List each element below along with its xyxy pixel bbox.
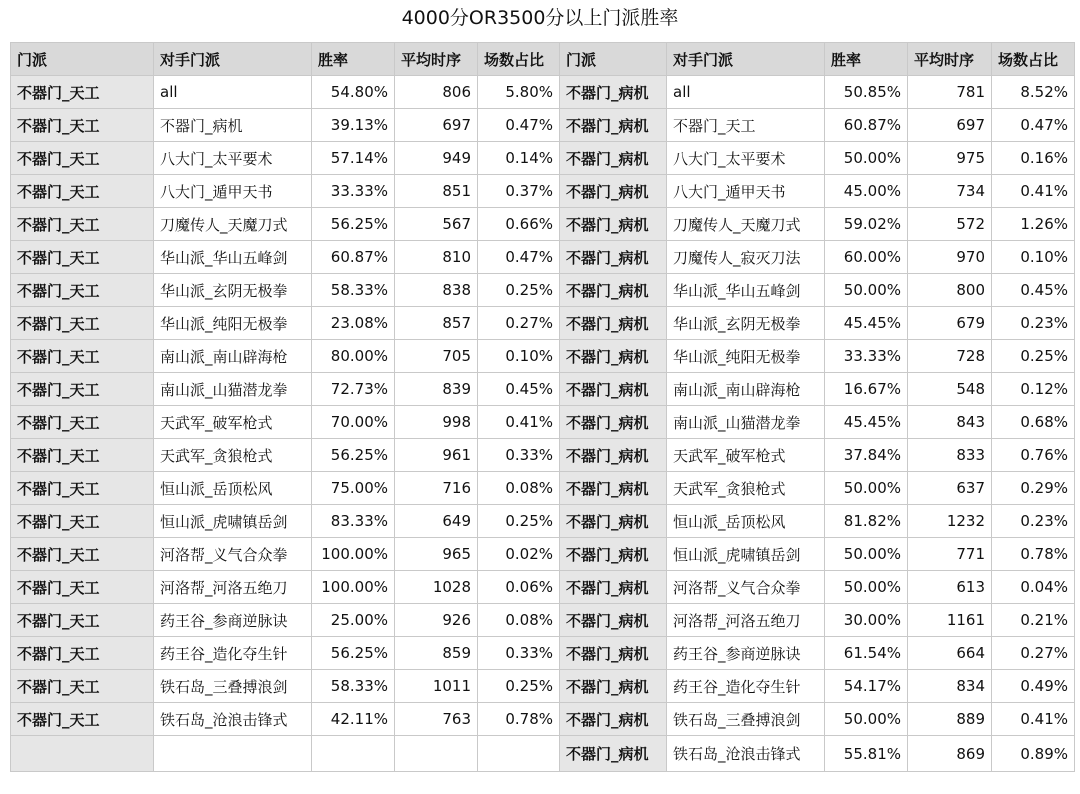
left-avg-timing-cell: 763 — [395, 703, 478, 736]
left-win-rate-cell: 25.00% — [312, 604, 395, 637]
right-win-rate-cell: 50.00% — [825, 274, 908, 307]
left-avg-timing-cell: 965 — [395, 538, 478, 571]
left-opponent-cell: 药王谷_参商逆脉诀 — [154, 604, 312, 637]
table-row — [11, 703, 1075, 736]
right-win-rate-cell: 55.81% — [825, 736, 908, 772]
header-cell: 门派 — [560, 43, 667, 76]
right-match-share-cell: 1.26% — [992, 208, 1075, 241]
left-opponent-cell — [154, 736, 312, 772]
left-win-rate-cell: 70.00% — [312, 406, 395, 439]
right-avg-timing-cell: 800 — [908, 274, 992, 307]
left-opponent-cell: 南山派_山猫潜龙拳 — [154, 373, 312, 406]
right-opponent-cell: 铁石岛_沧浪击锋式 — [667, 736, 825, 772]
right-match-share-cell: 0.04% — [992, 571, 1075, 604]
left-match-share-cell: 0.33% — [478, 637, 560, 670]
left-opponent-cell: 铁石岛_沧浪击锋式 — [154, 703, 312, 736]
left-opponent-cell: 八大门_遁甲天书 — [154, 175, 312, 208]
right-match-share-cell: 0.78% — [992, 538, 1075, 571]
right-opponent-cell: 天武军_贪狼枪式 — [667, 472, 825, 505]
left-opponent-cell: 南山派_南山辟海枪 — [154, 340, 312, 373]
right-faction-cell: 不器门_病机 — [560, 571, 667, 604]
header-cell: 平均时序 — [908, 43, 992, 76]
right-opponent-cell: 八大门_遁甲天书 — [667, 175, 825, 208]
left-win-rate-cell: 23.08% — [312, 307, 395, 340]
left-opponent-cell: 药王谷_造化夺生针 — [154, 637, 312, 670]
table-row — [11, 142, 1075, 175]
left-opponent-cell: 八大门_太平要术 — [154, 142, 312, 175]
right-opponent-cell: 恒山派_虎啸镇岳剑 — [667, 538, 825, 571]
right-faction-cell: 不器门_病机 — [560, 637, 667, 670]
table-row — [11, 307, 1075, 340]
left-avg-timing-cell: 961 — [395, 439, 478, 472]
left-faction-cell: 不器门_天工 — [11, 472, 154, 505]
table-row — [11, 109, 1075, 142]
right-avg-timing-cell: 771 — [908, 538, 992, 571]
right-win-rate-cell: 16.67% — [825, 373, 908, 406]
right-win-rate-cell: 50.00% — [825, 472, 908, 505]
left-avg-timing-cell: 998 — [395, 406, 478, 439]
header-cell: 对手门派 — [667, 43, 825, 76]
left-avg-timing-cell: 857 — [395, 307, 478, 340]
right-faction-cell: 不器门_病机 — [560, 340, 667, 373]
right-avg-timing-cell: 697 — [908, 109, 992, 142]
right-opponent-cell: 不器门_天工 — [667, 109, 825, 142]
left-opponent-cell: 天武军_贪狼枪式 — [154, 439, 312, 472]
left-win-rate-cell: 58.33% — [312, 274, 395, 307]
left-faction-cell: 不器门_天工 — [11, 109, 154, 142]
right-avg-timing-cell: 975 — [908, 142, 992, 175]
right-opponent-cell: 铁石岛_三叠搏浪剑 — [667, 703, 825, 736]
table-row — [11, 670, 1075, 703]
left-match-share-cell: 0.41% — [478, 406, 560, 439]
left-faction-cell: 不器门_天工 — [11, 604, 154, 637]
right-faction-cell: 不器门_病机 — [560, 175, 667, 208]
right-avg-timing-cell: 1232 — [908, 505, 992, 538]
right-faction-cell: 不器门_病机 — [560, 208, 667, 241]
left-match-share-cell: 0.37% — [478, 175, 560, 208]
table-row — [11, 208, 1075, 241]
left-faction-cell: 不器门_天工 — [11, 175, 154, 208]
right-win-rate-cell: 60.00% — [825, 241, 908, 274]
right-match-share-cell: 0.21% — [992, 604, 1075, 637]
right-win-rate-cell: 45.45% — [825, 307, 908, 340]
right-faction-cell: 不器门_病机 — [560, 439, 667, 472]
right-opponent-cell: 八大门_太平要术 — [667, 142, 825, 175]
right-avg-timing-cell: 833 — [908, 439, 992, 472]
left-match-share-cell: 5.80% — [478, 76, 560, 109]
table-body — [11, 76, 1075, 772]
left-win-rate-cell: 100.00% — [312, 538, 395, 571]
left-match-share-cell: 0.47% — [478, 109, 560, 142]
table-row — [11, 340, 1075, 373]
right-avg-timing-cell: 834 — [908, 670, 992, 703]
table-row — [11, 538, 1075, 571]
right-win-rate-cell: 45.00% — [825, 175, 908, 208]
right-opponent-cell: 华山派_玄阴无极拳 — [667, 307, 825, 340]
left-opponent-cell: 恒山派_虎啸镇岳剑 — [154, 505, 312, 538]
left-win-rate-cell: 56.25% — [312, 208, 395, 241]
table-row — [11, 373, 1075, 406]
left-win-rate-cell: 39.13% — [312, 109, 395, 142]
left-win-rate-cell: 54.80% — [312, 76, 395, 109]
right-match-share-cell: 0.23% — [992, 307, 1075, 340]
right-faction-cell: 不器门_病机 — [560, 604, 667, 637]
left-win-rate-cell: 75.00% — [312, 472, 395, 505]
right-opponent-cell: 药王谷_造化夺生针 — [667, 670, 825, 703]
left-match-share-cell: 0.25% — [478, 670, 560, 703]
right-win-rate-cell: 50.00% — [825, 571, 908, 604]
right-match-share-cell: 0.45% — [992, 274, 1075, 307]
table-row — [11, 472, 1075, 505]
right-faction-cell: 不器门_病机 — [560, 274, 667, 307]
left-match-share-cell: 0.06% — [478, 571, 560, 604]
header-cell: 场数占比 — [478, 43, 560, 76]
left-match-share-cell: 0.78% — [478, 703, 560, 736]
right-avg-timing-cell: 679 — [908, 307, 992, 340]
right-opponent-cell: 刀魔传人_寂灭刀法 — [667, 241, 825, 274]
right-opponent-cell: 天武军_破军枪式 — [667, 439, 825, 472]
right-faction-cell: 不器门_病机 — [560, 736, 667, 772]
left-avg-timing-cell: 705 — [395, 340, 478, 373]
left-avg-timing-cell: 1011 — [395, 670, 478, 703]
right-opponent-cell: 南山派_南山辟海枪 — [667, 373, 825, 406]
right-match-share-cell: 0.25% — [992, 340, 1075, 373]
left-match-share-cell: 0.02% — [478, 538, 560, 571]
header-cell: 场数占比 — [992, 43, 1075, 76]
right-opponent-cell: 南山派_山猫潜龙拳 — [667, 406, 825, 439]
right-avg-timing-cell: 781 — [908, 76, 992, 109]
win-rate-table — [10, 42, 1075, 772]
right-faction-cell: 不器门_病机 — [560, 142, 667, 175]
right-win-rate-cell: 59.02% — [825, 208, 908, 241]
right-avg-timing-cell: 664 — [908, 637, 992, 670]
left-faction-cell: 不器门_天工 — [11, 76, 154, 109]
left-avg-timing-cell: 697 — [395, 109, 478, 142]
left-win-rate-cell: 80.00% — [312, 340, 395, 373]
left-avg-timing-cell: 949 — [395, 142, 478, 175]
left-match-share-cell: 0.08% — [478, 472, 560, 505]
right-opponent-cell: all — [667, 76, 825, 109]
left-faction-cell: 不器门_天工 — [11, 373, 154, 406]
left-avg-timing-cell: 567 — [395, 208, 478, 241]
left-win-rate-cell: 57.14% — [312, 142, 395, 175]
left-match-share-cell: 0.08% — [478, 604, 560, 637]
header-cell: 胜率 — [312, 43, 395, 76]
right-opponent-cell: 刀魔传人_天魔刀式 — [667, 208, 825, 241]
left-faction-cell: 不器门_天工 — [11, 208, 154, 241]
left-avg-timing-cell: 838 — [395, 274, 478, 307]
left-opponent-cell: 天武军_破军枪式 — [154, 406, 312, 439]
left-faction-cell: 不器门_天工 — [11, 274, 154, 307]
left-match-share-cell — [478, 736, 560, 772]
right-match-share-cell: 0.27% — [992, 637, 1075, 670]
left-avg-timing-cell: 1028 — [395, 571, 478, 604]
right-faction-cell: 不器门_病机 — [560, 472, 667, 505]
right-win-rate-cell: 60.87% — [825, 109, 908, 142]
header-cell: 平均时序 — [395, 43, 478, 76]
right-avg-timing-cell: 869 — [908, 736, 992, 772]
right-avg-timing-cell: 970 — [908, 241, 992, 274]
left-match-share-cell: 0.25% — [478, 274, 560, 307]
left-avg-timing-cell: 649 — [395, 505, 478, 538]
left-avg-timing-cell: 851 — [395, 175, 478, 208]
left-avg-timing-cell: 859 — [395, 637, 478, 670]
table-row — [11, 76, 1075, 109]
left-match-share-cell: 0.33% — [478, 439, 560, 472]
right-avg-timing-cell: 572 — [908, 208, 992, 241]
left-opponent-cell: 不器门_病机 — [154, 109, 312, 142]
page-title: 4000分OR3500分以上门派胜率 — [401, 7, 679, 29]
table-row — [11, 637, 1075, 670]
right-faction-cell: 不器门_病机 — [560, 670, 667, 703]
right-opponent-cell: 恒山派_岳顶松风 — [667, 505, 825, 538]
left-faction-cell: 不器门_天工 — [11, 571, 154, 604]
right-win-rate-cell: 30.00% — [825, 604, 908, 637]
left-opponent-cell: 恒山派_岳顶松风 — [154, 472, 312, 505]
left-match-share-cell: 0.45% — [478, 373, 560, 406]
left-match-share-cell: 0.25% — [478, 505, 560, 538]
left-faction-cell — [11, 736, 154, 772]
right-faction-cell: 不器门_病机 — [560, 241, 667, 274]
right-avg-timing-cell: 728 — [908, 340, 992, 373]
right-opponent-cell: 华山派_纯阳无极拳 — [667, 340, 825, 373]
left-avg-timing-cell — [395, 736, 478, 772]
right-opponent-cell: 河洛帮_河洛五绝刀 — [667, 604, 825, 637]
left-opponent-cell: 华山派_纯阳无极拳 — [154, 307, 312, 340]
table-row — [11, 439, 1075, 472]
left-win-rate-cell — [312, 736, 395, 772]
header-cell: 对手门派 — [154, 43, 312, 76]
right-faction-cell: 不器门_病机 — [560, 406, 667, 439]
right-win-rate-cell: 50.00% — [825, 703, 908, 736]
left-win-rate-cell: 83.33% — [312, 505, 395, 538]
table-row — [11, 571, 1075, 604]
left-match-share-cell: 0.14% — [478, 142, 560, 175]
left-faction-cell: 不器门_天工 — [11, 505, 154, 538]
right-match-share-cell: 0.41% — [992, 703, 1075, 736]
right-win-rate-cell: 81.82% — [825, 505, 908, 538]
left-win-rate-cell: 56.25% — [312, 439, 395, 472]
right-win-rate-cell: 54.17% — [825, 670, 908, 703]
left-win-rate-cell: 100.00% — [312, 571, 395, 604]
right-avg-timing-cell: 734 — [908, 175, 992, 208]
right-avg-timing-cell: 889 — [908, 703, 992, 736]
header-cell: 门派 — [11, 43, 154, 76]
left-faction-cell: 不器门_天工 — [11, 307, 154, 340]
table-row — [11, 736, 1075, 772]
left-win-rate-cell: 58.33% — [312, 670, 395, 703]
right-match-share-cell: 0.41% — [992, 175, 1075, 208]
right-faction-cell: 不器门_病机 — [560, 76, 667, 109]
left-faction-cell: 不器门_天工 — [11, 439, 154, 472]
left-faction-cell: 不器门_天工 — [11, 241, 154, 274]
left-match-share-cell: 0.27% — [478, 307, 560, 340]
right-avg-timing-cell: 548 — [908, 373, 992, 406]
left-faction-cell: 不器门_天工 — [11, 703, 154, 736]
right-match-share-cell: 0.10% — [992, 241, 1075, 274]
right-faction-cell: 不器门_病机 — [560, 109, 667, 142]
right-opponent-cell: 河洛帮_义气合众拳 — [667, 571, 825, 604]
left-win-rate-cell: 56.25% — [312, 637, 395, 670]
left-avg-timing-cell: 839 — [395, 373, 478, 406]
left-opponent-cell: all — [154, 76, 312, 109]
right-match-share-cell: 0.16% — [992, 142, 1075, 175]
table-row — [11, 604, 1075, 637]
right-faction-cell: 不器门_病机 — [560, 307, 667, 340]
right-win-rate-cell: 45.45% — [825, 406, 908, 439]
left-faction-cell: 不器门_天工 — [11, 538, 154, 571]
left-faction-cell: 不器门_天工 — [11, 670, 154, 703]
table-row — [11, 274, 1075, 307]
right-faction-cell: 不器门_病机 — [560, 703, 667, 736]
right-match-share-cell: 0.49% — [992, 670, 1075, 703]
left-avg-timing-cell: 926 — [395, 604, 478, 637]
right-avg-timing-cell: 637 — [908, 472, 992, 505]
left-faction-cell: 不器门_天工 — [11, 637, 154, 670]
left-win-rate-cell: 33.33% — [312, 175, 395, 208]
right-win-rate-cell: 50.00% — [825, 142, 908, 175]
left-faction-cell: 不器门_天工 — [11, 142, 154, 175]
right-avg-timing-cell: 843 — [908, 406, 992, 439]
header-row — [11, 43, 1075, 76]
left-avg-timing-cell: 806 — [395, 76, 478, 109]
left-match-share-cell: 0.66% — [478, 208, 560, 241]
header-cell: 胜率 — [825, 43, 908, 76]
right-match-share-cell: 8.52% — [992, 76, 1075, 109]
right-win-rate-cell: 61.54% — [825, 637, 908, 670]
right-faction-cell: 不器门_病机 — [560, 505, 667, 538]
right-faction-cell: 不器门_病机 — [560, 538, 667, 571]
right-win-rate-cell: 50.00% — [825, 538, 908, 571]
table-row — [11, 175, 1075, 208]
left-opponent-cell: 铁石岛_三叠搏浪剑 — [154, 670, 312, 703]
left-win-rate-cell: 42.11% — [312, 703, 395, 736]
left-avg-timing-cell: 716 — [395, 472, 478, 505]
right-opponent-cell: 华山派_华山五峰剑 — [667, 274, 825, 307]
right-win-rate-cell: 37.84% — [825, 439, 908, 472]
left-avg-timing-cell: 810 — [395, 241, 478, 274]
left-match-share-cell: 0.47% — [478, 241, 560, 274]
left-faction-cell: 不器门_天工 — [11, 340, 154, 373]
right-faction-cell: 不器门_病机 — [560, 373, 667, 406]
table-row — [11, 505, 1075, 538]
left-opponent-cell: 华山派_玄阴无极拳 — [154, 274, 312, 307]
left-opponent-cell: 刀魔传人_天魔刀式 — [154, 208, 312, 241]
left-opponent-cell: 河洛帮_河洛五绝刀 — [154, 571, 312, 604]
left-opponent-cell: 河洛帮_义气合众拳 — [154, 538, 312, 571]
left-faction-cell: 不器门_天工 — [11, 406, 154, 439]
right-match-share-cell: 0.76% — [992, 439, 1075, 472]
right-match-share-cell: 0.89% — [992, 736, 1075, 772]
right-win-rate-cell: 50.85% — [825, 76, 908, 109]
left-opponent-cell: 华山派_华山五峰剑 — [154, 241, 312, 274]
right-avg-timing-cell: 1161 — [908, 604, 992, 637]
table-row — [11, 241, 1075, 274]
left-win-rate-cell: 72.73% — [312, 373, 395, 406]
right-win-rate-cell: 33.33% — [825, 340, 908, 373]
right-avg-timing-cell: 613 — [908, 571, 992, 604]
right-match-share-cell: 0.12% — [992, 373, 1075, 406]
right-match-share-cell: 0.47% — [992, 109, 1075, 142]
right-match-share-cell: 0.68% — [992, 406, 1075, 439]
left-win-rate-cell: 60.87% — [312, 241, 395, 274]
table-row — [11, 406, 1075, 439]
right-opponent-cell: 药王谷_参商逆脉诀 — [667, 637, 825, 670]
right-match-share-cell: 0.23% — [992, 505, 1075, 538]
right-match-share-cell: 0.29% — [992, 472, 1075, 505]
left-match-share-cell: 0.10% — [478, 340, 560, 373]
